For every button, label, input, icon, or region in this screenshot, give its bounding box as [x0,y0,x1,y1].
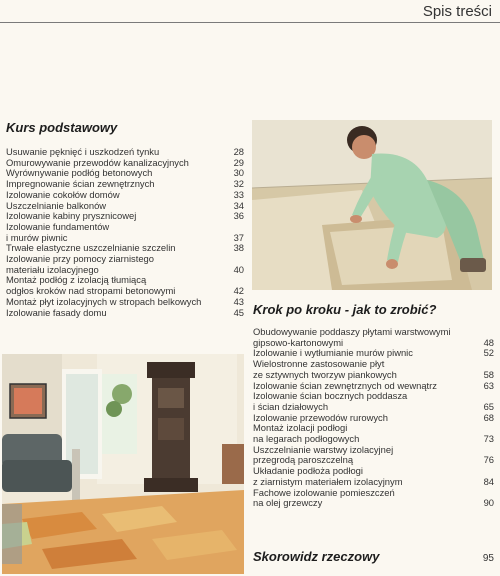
toc-entry-page: 40 [233,263,244,275]
toc-entry-text: Omurowywanie przewodów kanalizacyjnych [6,156,189,168]
toc-entry-text: odgłos kroków nad stropami betonowymi [6,285,176,297]
toc-entry-text: gipsowo-kartonowymi [253,336,344,348]
toc-entry-page: 34 [233,199,244,211]
toc-entry-page: 58 [483,368,494,380]
page-header-title: Spis treści [422,3,492,20]
toc-entry-page: 29 [233,156,244,168]
toc-entry-text: Montaż izolacji podłogi [253,422,348,434]
toc-steps-list [253,327,494,509]
toc-entry-text: Uszczelnianie balkonów [6,199,107,211]
toc-entry-text: Obudowywanie poddaszy płytami warstwowymi [253,326,451,337]
toc-entry-text: Impregnowanie ścian zewnętrznych [6,178,155,190]
toc-entry-page: 73 [483,433,494,445]
toc-entry-text: Układanie podłoża podłogi [253,465,363,477]
toc-entry-text: i murów piwnic [6,231,68,243]
toc-entry-page: 32 [233,178,244,190]
toc-entry-text: na legarach podłogowych [253,433,360,445]
toc-entry-text: Izolowanie ścian zewnętrznych od wewnątrz [253,379,437,391]
toc-entry-page: 76 [483,454,494,466]
toc-entry-page: 36 [233,210,244,222]
toc-entry-text: Izolowanie i wytłumianie murów piwnic [253,347,413,359]
toc-entry-page: 28 [233,146,244,157]
toc-entry-text: Montaż płyt izolacyjnych w stropach belkowych [6,295,202,307]
toc-entry-text: Izolowanie przy pomocy ziarnistego [6,253,154,265]
living-room-stove-photo [2,354,244,574]
toc-entry-page: 30 [233,167,244,179]
toc-entry-text: Izolowanie kabiny prysznicowej [6,210,137,222]
toc-row-index [253,549,494,565]
toc-entry [253,498,494,509]
toc-entry-text: Usuwanie pęknięć i uszkodzeń tynku [6,146,160,157]
toc-entry-text: Izolowanie fundamentów [6,220,110,232]
toc-entry-page: 48 [483,336,494,348]
toc-entry-text: Izolowanie cokołów domów [6,188,120,200]
toc-entry-page: 38 [233,242,244,254]
toc-entry-page: 42 [233,285,244,297]
toc-entry-text: Trwałe elastyczne uszczelnianie szczelin [6,242,176,254]
toc-entry-text: i ścian działowych [253,400,329,412]
toc-entry-page: 68 [483,411,494,423]
section-title-steps: Krok po kroku - jak to zrobić? [253,302,437,317]
toc-entry-page: 37 [233,231,244,243]
toc-index [253,549,494,565]
worker-laying-boards-photo [252,120,492,290]
toc-entry-text: Izolowanie fasady domu [6,306,107,318]
toc-entry-text: Izolowanie przewodów rurowych [253,411,388,423]
toc-entry-text: Wielostronne zastosowanie płyt [253,358,385,370]
toc-entry-text: Fachowe izolowanie pomieszczeń [253,486,395,498]
toc-entry-page: 90 [483,497,494,509]
toc-entry-text: na olej grzewczy [253,497,323,509]
toc-entry-text: Izolowanie ścian bocznych poddasza [253,390,408,402]
toc-entry-text: Wyrównywanie podłóg betonowych [6,167,153,179]
toc-entry-text: z ziarnistym materiałem izolacyjnym [253,475,403,487]
toc-entry-page: 43 [233,295,244,307]
toc-entry [6,190,244,201]
toc-entry-text: Montaż podłóg z izolacją tłumiącą [6,274,147,286]
toc-index-page: 95 [482,553,494,564]
toc-entry [6,297,244,308]
toc-entry-page: 52 [483,347,494,359]
toc-entry-page: 33 [233,188,244,200]
toc-entry [253,477,494,488]
toc-entry-text: przegrodą paroszczelną [253,454,354,466]
section-title-index: Skorowidz rzeczowy [253,549,380,564]
toc-entry [253,370,494,381]
toc-basic-list [6,147,244,318]
toc-entry-text: Uszczelnianie warstwy izolacyjnej [253,443,394,455]
header-divider [0,22,500,23]
toc-entry-page: 63 [483,379,494,391]
toc-entry-text: ze sztywnych tworzyw piankowych [253,368,397,380]
toc-entry-page: 45 [233,306,244,318]
toc-entry [6,308,244,319]
toc-entry-page: 84 [483,475,494,487]
toc-entry-text: materiału izolacyjnego [6,263,99,275]
toc-entry-page: 65 [483,400,494,412]
section-title-basic: Kurs podstawowy [6,120,118,135]
